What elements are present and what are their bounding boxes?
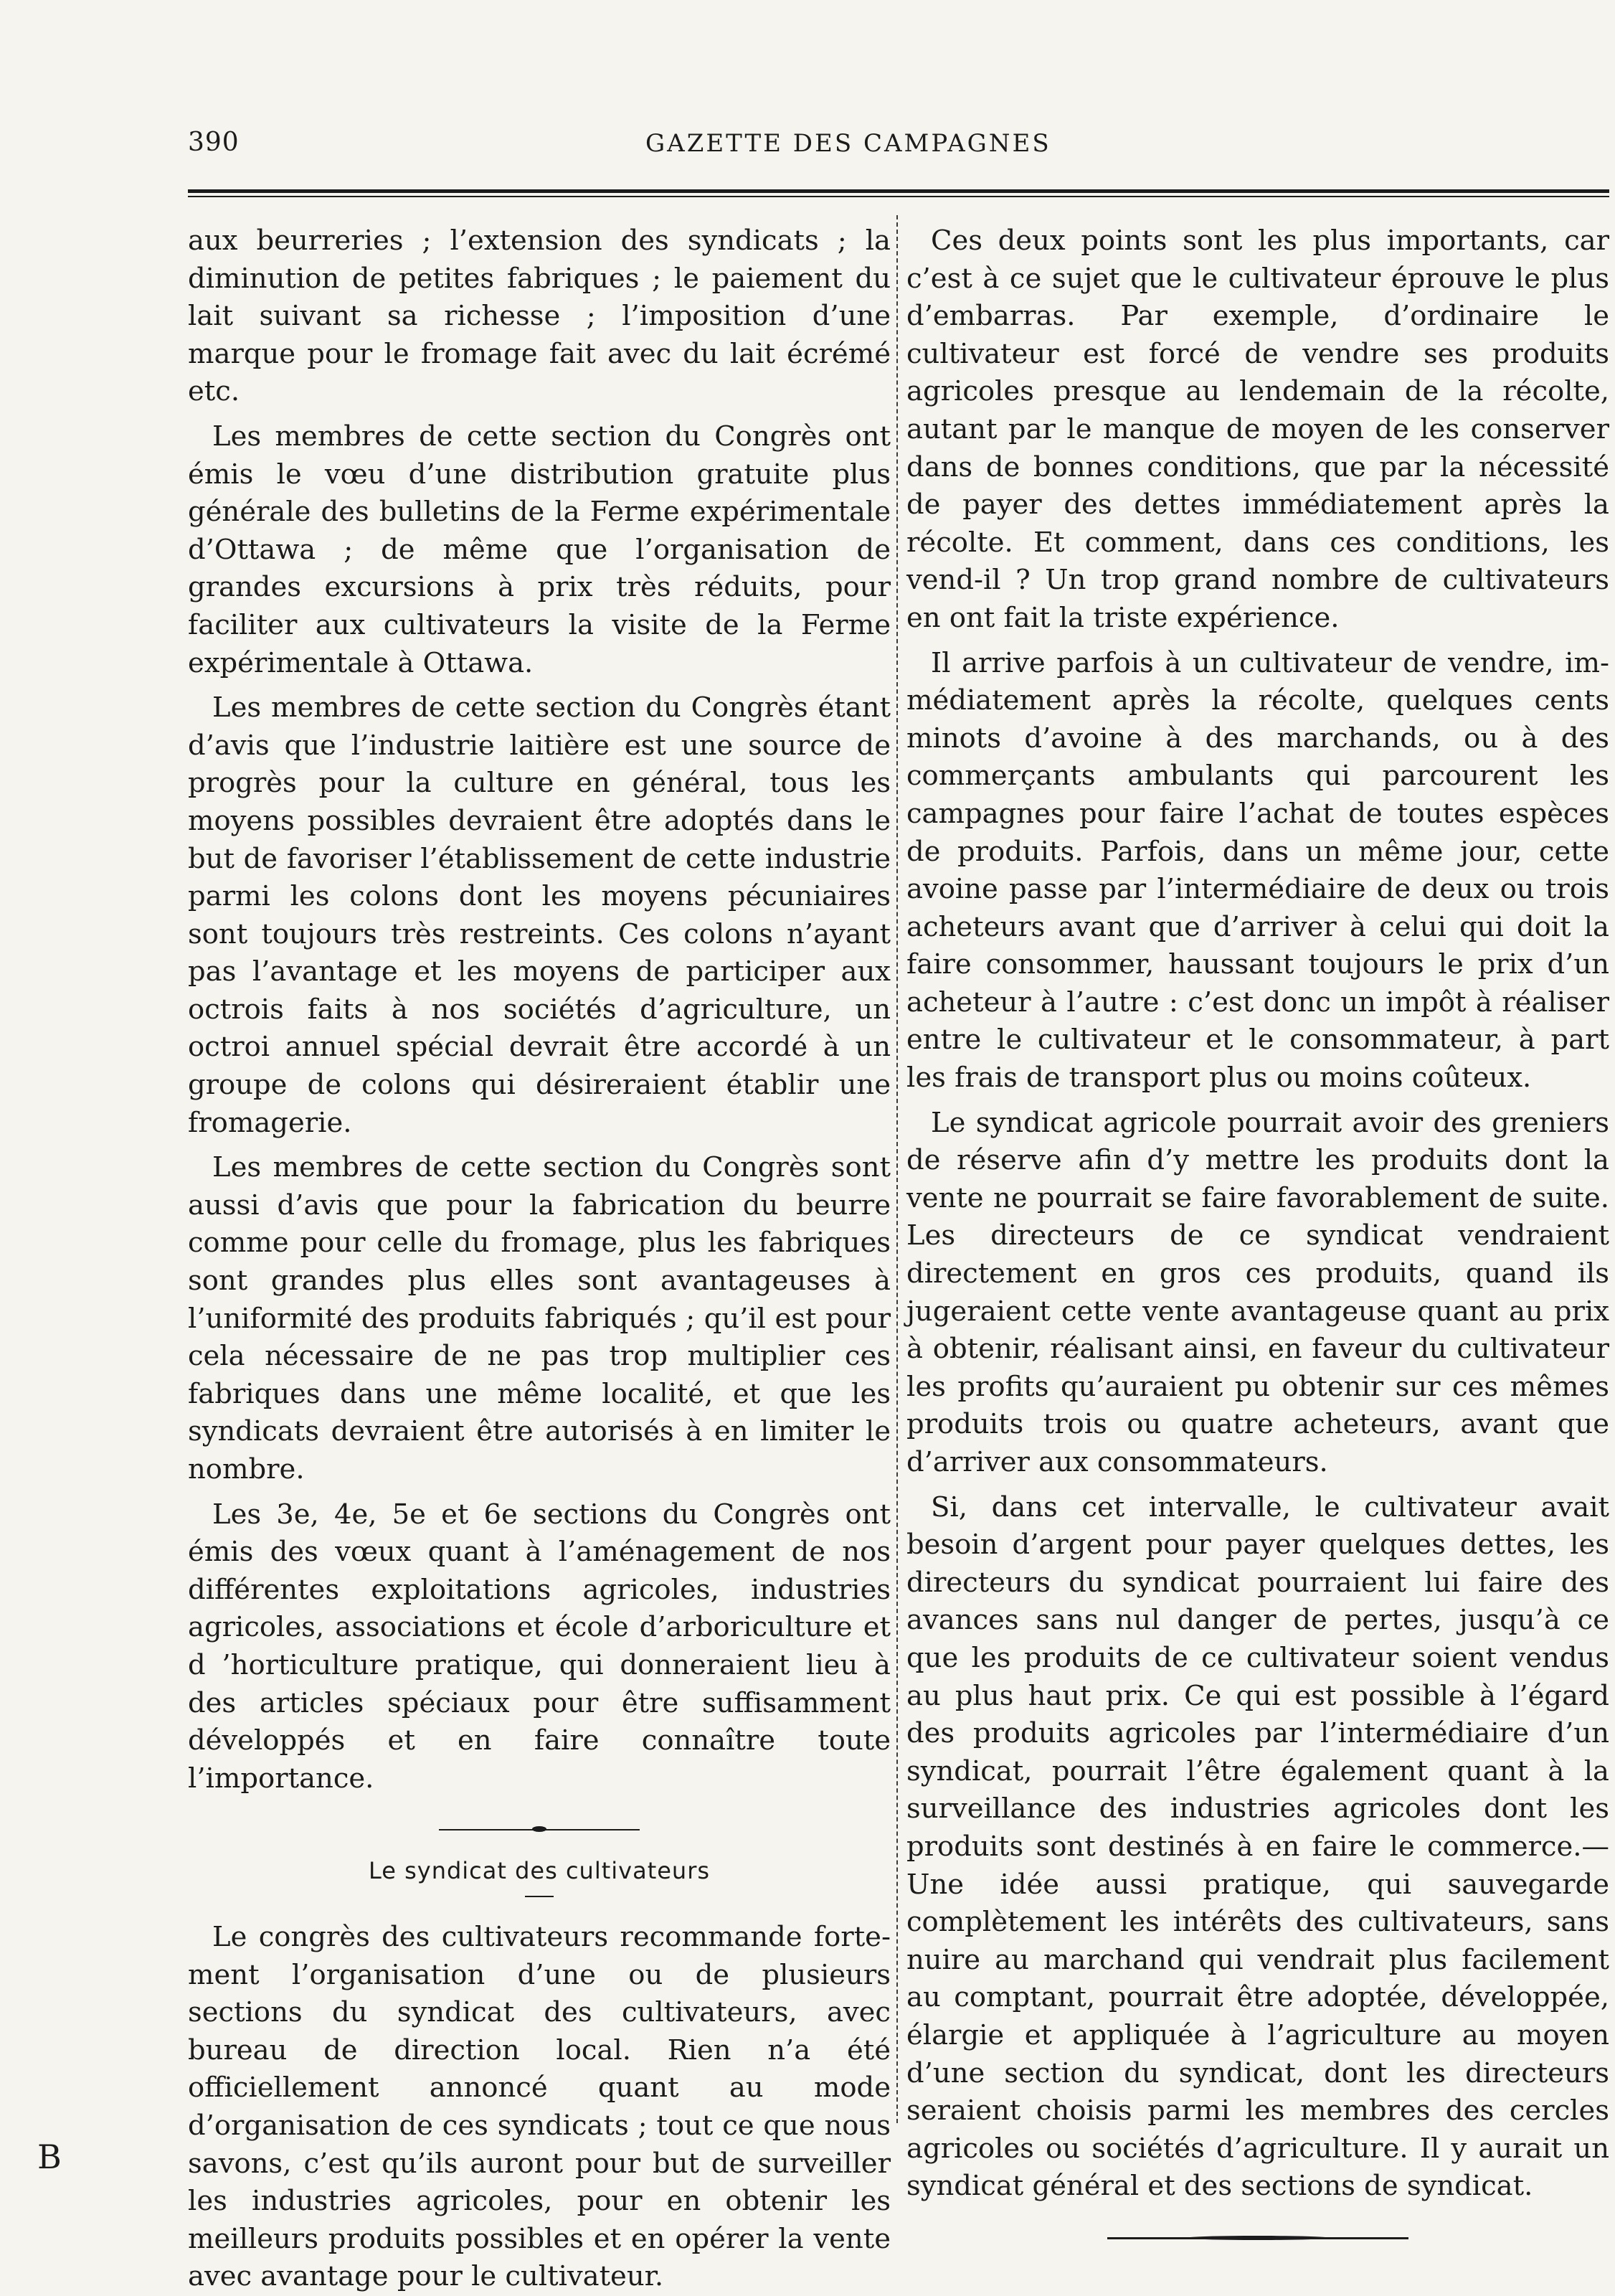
column-divider	[896, 215, 898, 2123]
paragraph: Les 3e, 4e, 5e et 6e sections du Congrès ont émis des vœux quant à l’aménagement de nos différentes exploitations agricoles, industries agricoles, associations et école d’arboriculture et d ’horticulture pratique, qui donneraient lieu à des articles spéciaux pour être suffisamment développés et en faire connaître toute l’importance.	[188, 1498, 891, 1795]
signature-mark: B	[37, 2137, 62, 2176]
paragraph: Si, dans cet intervalle, le cultivateur avait besoin d’argent pour payer quelques dettes, les directeurs du syndicat pourraient lui faire des avances sans nul danger de pertes, jusqu’à ce que les produits de ce cultivateur soient vendus au plus haut prix. Ce qui est possible à l’égard des produits agricoles par l’intermédiaire d’un syndicat, pourrait l’être également quant à la surveillance des industries agricoles dont les produits sont destinés à en faire le commerce.—Une idée aussi pratique, qui sauvegarde complètement les intérêts des cultivateurs, sans nuire au marchand qui vendrait plus facilement au comptant, pourrait être adoptée, développée, élargie et appliquée à l’agriculture au moyen d’une section du syndicat, dont les directeurs seraient choisis parmi les membres des cercles agricoles ou sociétés d’agriculture. Il y aurait un syndicat général et des sections de syndicat.	[906, 1490, 1609, 2203]
section-ornament	[439, 1829, 640, 1833]
paragraph: Les membres de cette section du Congrès sont aussi d’avis que pour la fabrication du beurre comme pour celle du fromage, plus les fabriques sont grandes plus elles sont avantageuses à l’uniformité des produits fabriqués ; qu’il est pour cela nécessaire de ne pas trop multiplier ces fabriques dans une même localité, et que les syndicats devraient être autorisés à en limiter le nombre.	[188, 1151, 891, 1485]
paragraph: Les membres de cette section du Congrès étant d’avis que l’industrie laitière est une source de progrès pour la culture en général, tous les moyens possibles devraient être adoptés dans le but de favoriser l’établissement de cette industrie parmi les colons dont les moyens pécuniaires sont toujours très restreints. Ces colons n’ayant pas l’avantage et les moyens de participer aux octrois faits à nos sociétés d’agriculture, un octroi annuel spécial devrait être accordé à un groupe de colons qui désireraient établir une fromagerie.	[188, 691, 891, 1139]
paragraph: Les membres de cette section du Congrès ont émis le vœu d’une distribution gratuite plus générale des bulletins de la Ferme expérimentale d’Ottawa ; de même que l’organisation de grandes excursions à prix très réduits, pour faciliter aux cultivateurs la visite de la Ferme expérimentale à Ottawa.	[188, 420, 891, 679]
paragraph: Le syndicat agricole pourrait avoir des greniers de réserve afin d’y mettre les produits dont la vente ne pourrait se faire favorablement de suite. Les directeurs de ce syndicat vendraient directement en gros ces produits, quand ils jugeraient cette vente avantageuse quant au prix à obtenir, réalisant ainsi, en faveur du cultivateur les profits qu’auraient pu obtenir sur ces mêmes produits trois ou quatre acheteurs, avant que d’arriver aux consommateurs.	[906, 1106, 1609, 1478]
paragraph: Ces deux points sont les plus importants, car c’est à ce sujet que le cultivateur éprouve le plus d’embarras. Par exemple, d’ordinaire le cultivateur est forcé de vendre ses produits agricoles presque au lendemain de la récolte, autant par le manque de moyen de les conserver dans de bonnes conditions, que par la nécessité de payer des dettes immédiatement après la récolte. Et comment, dans ces conditions, les vend-il ? Un trop grand nombre de cultivateurs en ont fait la triste expérience.	[906, 225, 1609, 634]
end-rule	[1107, 2237, 1408, 2242]
paragraph: Le congrès des cultivateurs recommande fortement l’organisation d’une ou de plusieurs sections du syndicat des cultivateurs, avec bureau de direction local. Rien n’a été officiellement annoncé quant au mode d’organisation de ces syndicats ; tout ce que nous savons, c’est qu’ils auront pour but de surveiller les industries agricoles, pour en obtenir les meilleurs produits possibles et en opérer la vente avec avantage pour le cultivateur.	[188, 1920, 891, 2293]
section-title: Le syndicat des cultivateurs	[368, 1857, 711, 1885]
page-number: 390	[188, 128, 240, 157]
left-column	[188, 222, 891, 2296]
right-column	[906, 222, 1609, 2242]
header-rule	[188, 189, 1609, 197]
title-dash	[525, 1896, 554, 1897]
paragraph: Il arrive parfois à un cultivateur de vendre, immédiatement après la récolte, quelques cents minots d’avoine à des marchands, ou à des commerçants ambulants qui parcourent les campagnes pour faire l’achat de toutes espèces de produits. Parfois, dans un même jour, cette avoine passe par l’intermédiaire de deux ou trois acheteurs avant que d’arriver à celui qui doit la faire consommer, haussant toujours le prix d’un acheteur à l’autre : c’est donc un impôt à réaliser entre le cultivateur et le consommateur, à part les frais de transport plus ou moins coûteux.	[906, 646, 1609, 1095]
paragraph: aux beurreries ; l’extension des syndicats ; la diminution de petites fabriques ; le paiement du lait suivant sa richesse ; l’imposition d’une marque pour le fromage fait avec du lait écrémé etc.	[188, 225, 891, 408]
running-title: GAZETTE DES CAMPAGNES	[645, 129, 1051, 158]
